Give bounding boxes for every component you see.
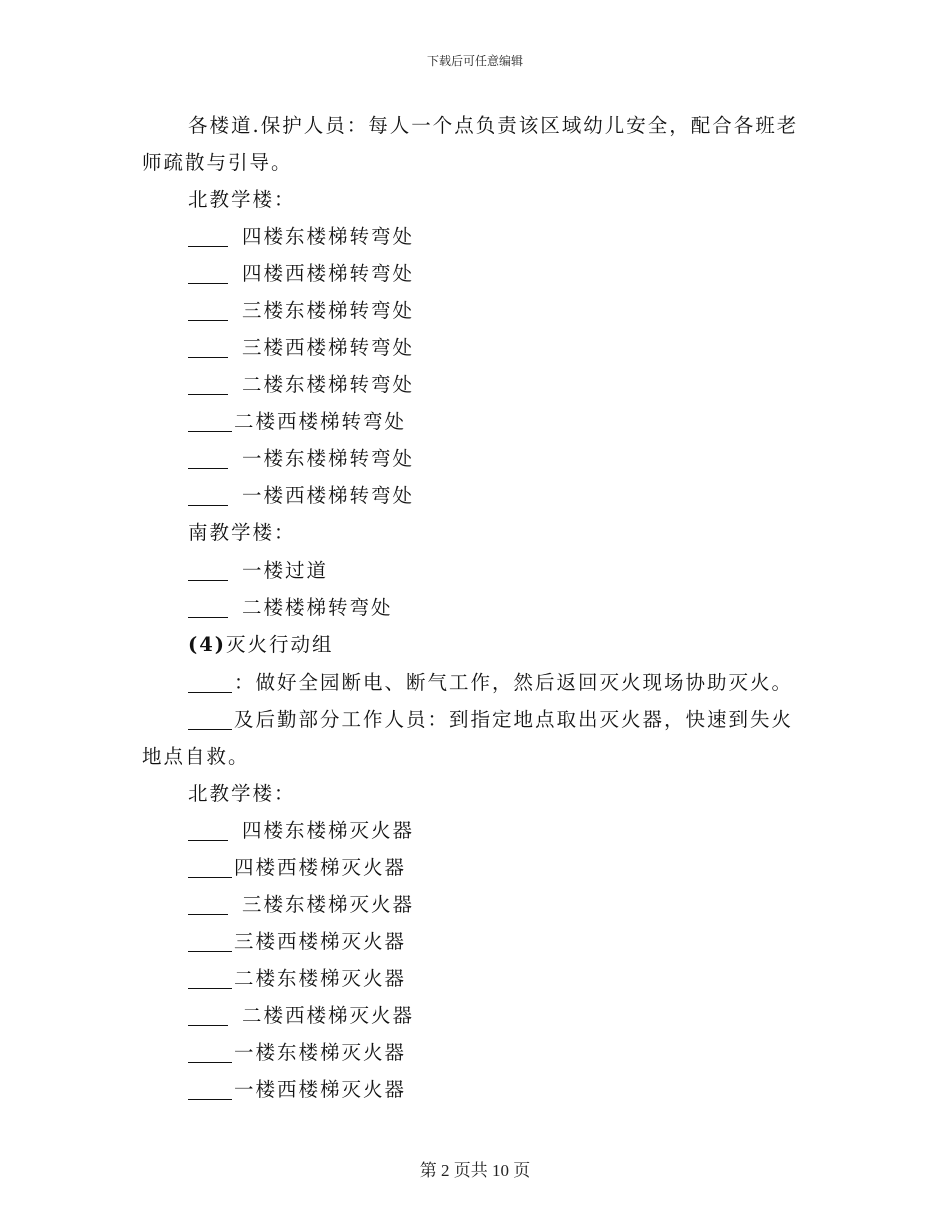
list-item: 一楼东楼梯转弯处 bbox=[188, 449, 414, 469]
section-title bbox=[188, 635, 334, 655]
list-item: 二楼东楼梯灭火器 bbox=[188, 969, 406, 989]
list-item: 二楼东楼梯转弯处 bbox=[188, 375, 414, 395]
paragraph-line: 及后勤部分工作人员：到指定地点取出灭火器，快速到失火 bbox=[188, 710, 793, 730]
blank-line bbox=[188, 376, 228, 395]
list-item: 四楼东楼梯灭火器 bbox=[188, 821, 414, 841]
list-item: 一楼西楼梯灭火器 bbox=[188, 1080, 406, 1100]
blank-line bbox=[188, 339, 228, 358]
section-number: (4) bbox=[188, 633, 227, 656]
list-item: 一楼东楼梯灭火器 bbox=[188, 1043, 406, 1063]
blank-line bbox=[188, 970, 232, 989]
paragraph-line: ：做好全园断电、断气工作，然后返回灭火现场协助灭火。 bbox=[188, 673, 793, 693]
blank-line bbox=[188, 859, 232, 878]
section-heading: 北教学楼： bbox=[188, 188, 296, 211]
paragraph-line: 师疏散与引导。 bbox=[142, 151, 293, 174]
list-item: 二楼西楼梯灭火器 bbox=[188, 1006, 414, 1026]
blank-line bbox=[188, 599, 228, 618]
blank-line bbox=[188, 562, 228, 581]
blank-line bbox=[188, 674, 232, 693]
paragraph-line: 各楼道.保护人员：每人一个点负责该区域幼儿安全，配合各班老 bbox=[188, 114, 799, 137]
blank-line bbox=[188, 265, 228, 284]
blank-line bbox=[188, 302, 228, 321]
blank-line bbox=[188, 933, 232, 952]
list-item: 四楼东楼梯转弯处 bbox=[188, 227, 414, 247]
blank-line bbox=[188, 228, 228, 247]
section-heading: 南教学楼： bbox=[188, 521, 296, 544]
list-item: 一楼过道 bbox=[188, 561, 328, 581]
blank-line bbox=[188, 487, 228, 506]
page-footer: 第 2 页共 10 页 bbox=[419, 1161, 531, 1180]
paragraph-line: 地点自救。 bbox=[142, 745, 250, 768]
blank-line bbox=[188, 1081, 232, 1100]
list-item: 三楼西楼梯灭火器 bbox=[188, 932, 406, 952]
blank-line bbox=[188, 896, 228, 915]
list-item: 二楼西楼梯转弯处 bbox=[188, 412, 406, 432]
list-item: 三楼东楼梯转弯处 bbox=[188, 301, 414, 321]
list-item: 三楼东楼梯灭火器 bbox=[188, 895, 414, 915]
blank-line bbox=[188, 413, 232, 432]
list-item: 二楼楼梯转弯处 bbox=[188, 598, 393, 618]
blank-line bbox=[188, 1007, 228, 1026]
list-item: 一楼西楼梯转弯处 bbox=[188, 486, 414, 506]
blank-line bbox=[188, 822, 228, 841]
blank-line bbox=[188, 711, 232, 730]
page-header: 下载后可任意编辑 bbox=[426, 54, 523, 68]
blank-line bbox=[188, 1044, 232, 1063]
section-title-text: 灭火行动组 bbox=[226, 633, 334, 656]
blank-line bbox=[188, 450, 228, 469]
list-item: 四楼西楼梯灭火器 bbox=[188, 858, 406, 878]
list-item: 三楼西楼梯转弯处 bbox=[188, 338, 414, 358]
section-heading: 北教学楼： bbox=[188, 782, 296, 805]
list-item: 四楼西楼梯转弯处 bbox=[188, 264, 414, 284]
